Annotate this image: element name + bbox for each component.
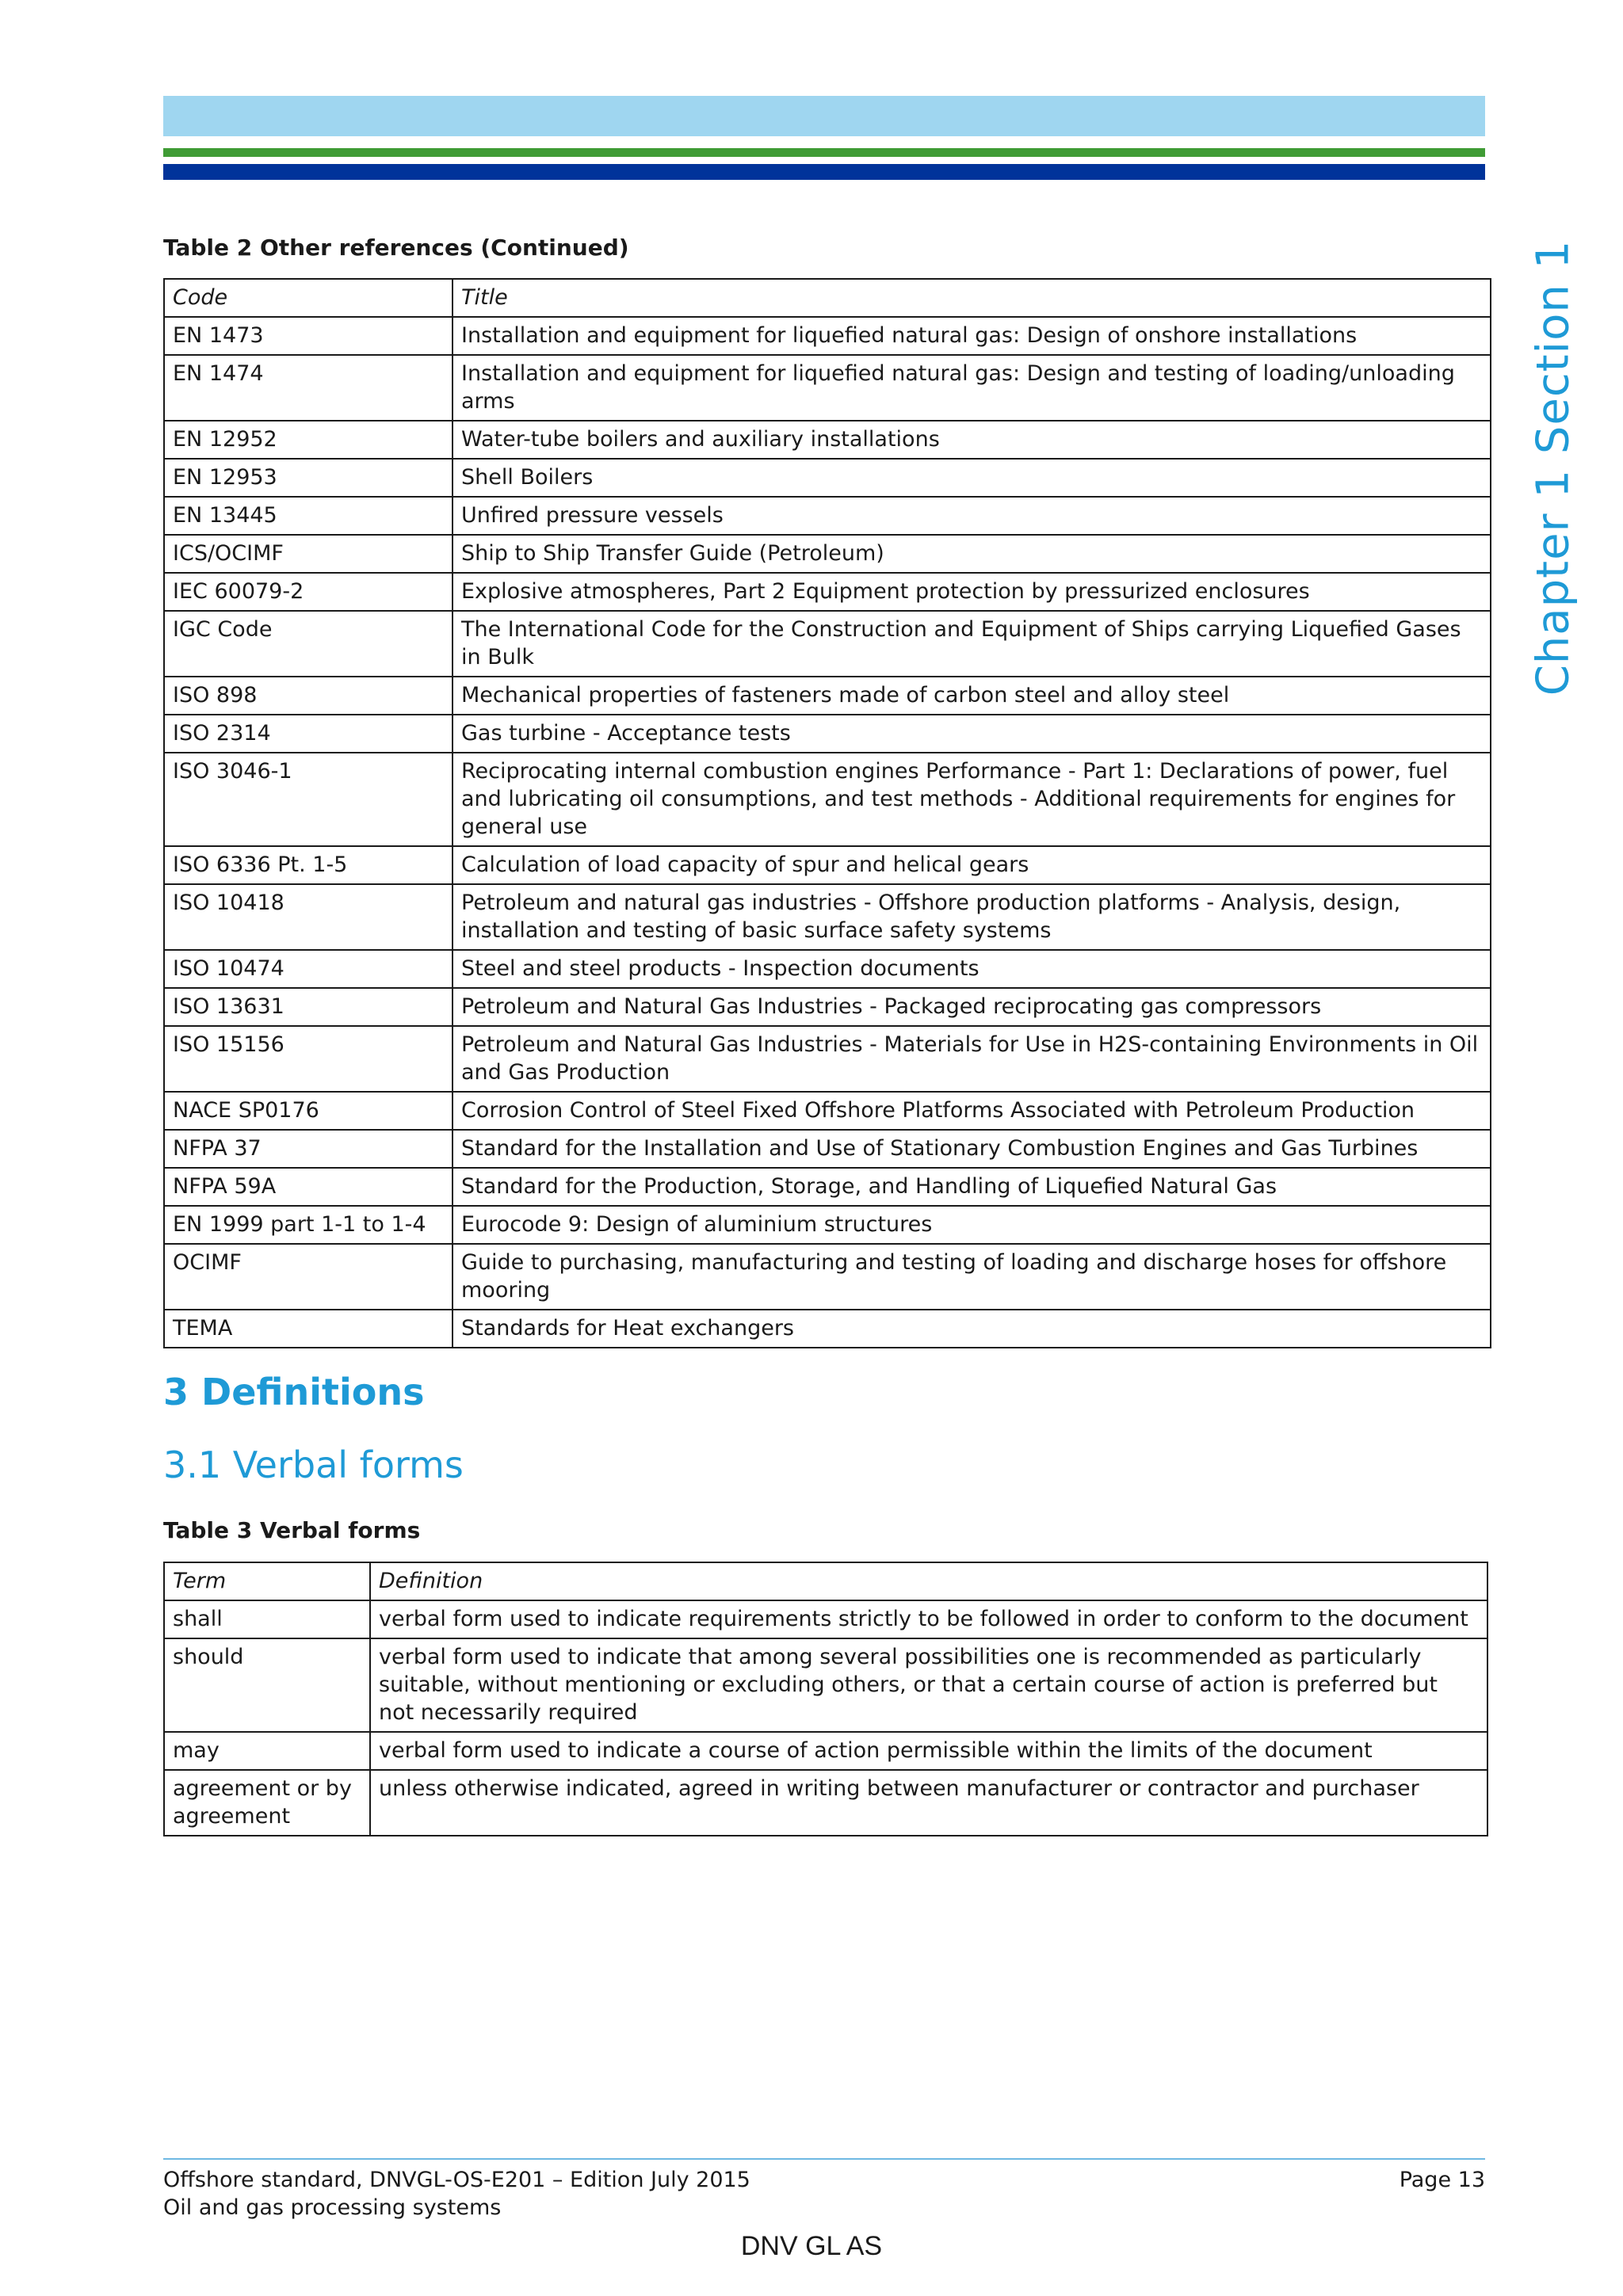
cell-definition: verbal form used to indicate requirements strictly to be followed in order to conform to the document [370, 1600, 1487, 1638]
table-row [164, 355, 1491, 421]
cell-title: Standard for the Installation and Use of Stationary Combustion Engines and Gas Turbines [453, 1130, 1491, 1168]
cell-title: Installation and equipment for liquefied natural gas: Design of onshore installations [453, 317, 1491, 355]
cell-title: Reciprocating internal combustion engines Performance - Part 1: Declarations of power, fuel and lubricating oil consumptions, and test methods - Additional requirements for engines for general use [453, 753, 1491, 846]
table-row [164, 1168, 1491, 1206]
cell-title: Petroleum and Natural Gas Industries - Packaged reciprocating gas compressors [453, 988, 1491, 1026]
footer-rule [163, 2158, 1485, 2160]
cell-code: NFPA 37 [164, 1130, 453, 1168]
cell-title: Guide to purchasing, manufacturing and testing of loading and discharge hoses for offshore mooring [453, 1244, 1491, 1310]
column-header-title: Title [453, 279, 1491, 317]
table-row [164, 846, 1491, 884]
table-row [164, 1244, 1491, 1310]
table3-body [164, 1600, 1487, 1836]
cell-code: EN 1473 [164, 317, 453, 355]
table-row [164, 497, 1491, 535]
column-header-definition: Definition [370, 1562, 1487, 1600]
cell-code: EN 12952 [164, 421, 453, 459]
cell-title: Steel and steel products - Inspection documents [453, 950, 1491, 988]
cell-title: Petroleum and Natural Gas Industries - Materials for Use in H2S-containing Environments in Oil and Gas Production [453, 1026, 1491, 1092]
cell-title: Calculation of load capacity of spur and helical gears [453, 846, 1491, 884]
footer-page-number: Page 13 [1399, 2168, 1485, 2192]
cell-code: NACE SP0176 [164, 1092, 453, 1130]
table-row [164, 1092, 1491, 1130]
cell-title: Corrosion Control of Steel Fixed Offshore Platforms Associated with Petroleum Production [453, 1092, 1491, 1130]
verbal-forms-table [163, 1562, 1488, 1836]
cell-code: ISO 10474 [164, 950, 453, 988]
table-row [164, 1732, 1487, 1770]
header-band-blue [163, 164, 1485, 180]
cell-code: IGC Code [164, 611, 453, 677]
cell-term: shall [164, 1600, 370, 1638]
cell-code: OCIMF [164, 1244, 453, 1310]
table-row [164, 573, 1491, 611]
table-row [164, 1770, 1487, 1836]
section-heading: 3 Definitions [163, 1371, 425, 1413]
cell-code: ISO 15156 [164, 1026, 453, 1092]
table-row [164, 1638, 1487, 1732]
subsection-heading: 3.1 Verbal forms [163, 1444, 464, 1486]
table-header-row [164, 279, 1491, 317]
cell-title: Standards for Heat exchangers [453, 1310, 1491, 1348]
table2-caption: Table 2 Other references (Continued) [163, 235, 629, 261]
table-row [164, 459, 1491, 497]
chapter-section-tab [1522, 238, 1585, 697]
table2-body [164, 317, 1491, 1348]
table-row [164, 1026, 1491, 1092]
cell-title: Installation and equipment for liquefied natural gas: Design and testing of loading/unloading arms [453, 355, 1491, 421]
cell-code: ISO 13631 [164, 988, 453, 1026]
table-row [164, 535, 1491, 573]
cell-term: may [164, 1732, 370, 1770]
cell-code: EN 1999 part 1-1 to 1-4 [164, 1206, 453, 1244]
cell-code: EN 1474 [164, 355, 453, 421]
cell-code: ISO 898 [164, 677, 453, 715]
table-row [164, 715, 1491, 753]
cell-code: NFPA 59A [164, 1168, 453, 1206]
header-band-green [163, 148, 1485, 157]
cell-title: Petroleum and natural gas industries - Offshore production platforms - Analysis, design, installation and testing of basic surface safety systems [453, 884, 1491, 950]
cell-title: Gas turbine - Acceptance tests [453, 715, 1491, 753]
cell-definition: unless otherwise indicated, agreed in writing between manufacturer or contractor and purchaser [370, 1770, 1487, 1836]
cell-title: Ship to Ship Transfer Guide (Petroleum) [453, 535, 1491, 573]
cell-term: should [164, 1638, 370, 1732]
cell-title: Eurocode 9: Design of aluminium structures [453, 1206, 1491, 1244]
table-row [164, 1600, 1487, 1638]
other-references-table [163, 278, 1491, 1348]
table-row [164, 1206, 1491, 1244]
cell-definition: verbal form used to indicate a course of action permissible within the limits of the document [370, 1732, 1487, 1770]
cell-code: EN 12953 [164, 459, 453, 497]
table-row [164, 1310, 1491, 1348]
cell-code: ICS/OCIMF [164, 535, 453, 573]
cell-code: ISO 10418 [164, 884, 453, 950]
column-header-code: Code [164, 279, 453, 317]
header-band-light [163, 96, 1485, 136]
table-row [164, 753, 1491, 846]
footer-document-title: Offshore standard, DNVGL-OS-E201 – Edition July 2015 [163, 2168, 750, 2192]
cell-title: Unfired pressure vessels [453, 497, 1491, 535]
cell-code: IEC 60079-2 [164, 573, 453, 611]
cell-code: ISO 2314 [164, 715, 453, 753]
cell-title: Explosive atmospheres, Part 2 Equipment protection by pressurized enclosures [453, 573, 1491, 611]
cell-title: Standard for the Production, Storage, and Handling of Liquefied Natural Gas [453, 1168, 1491, 1206]
cell-code: TEMA [164, 1310, 453, 1348]
table-row [164, 317, 1491, 355]
table-row [164, 677, 1491, 715]
table-header-row [164, 1562, 1487, 1600]
cell-code: ISO 6336 Pt. 1-5 [164, 846, 453, 884]
cell-title: Mechanical properties of fasteners made of carbon steel and alloy steel [453, 677, 1491, 715]
column-header-term: Term [164, 1562, 370, 1600]
cell-title: Water-tube boilers and auxiliary installations [453, 421, 1491, 459]
footer-document-subtitle: Oil and gas processing systems [163, 2195, 502, 2220]
cell-code: ISO 3046-1 [164, 753, 453, 846]
table3-caption: Table 3 Verbal forms [163, 1517, 421, 1543]
table-row [164, 1130, 1491, 1168]
table-row [164, 611, 1491, 677]
table-row [164, 950, 1491, 988]
table-row [164, 884, 1491, 950]
cell-title: The International Code for the Construction and Equipment of Ships carrying Liquefied Gases in Bulk [453, 611, 1491, 677]
footer-company: DNV GL AS [740, 2231, 883, 2261]
cell-definition: verbal form used to indicate that among several possibilities one is recommended as particularly suitable, without mentioning or excluding others, or that a certain course of action is preferred but not necessarily required [370, 1638, 1487, 1732]
cell-title: Shell Boilers [453, 459, 1491, 497]
cell-term: agreement or by agreement [164, 1770, 370, 1836]
table-row [164, 421, 1491, 459]
table-row [164, 988, 1491, 1026]
cell-code: EN 13445 [164, 497, 453, 535]
chapter-section-label: Chapter 1 Section 1 [1527, 239, 1579, 696]
